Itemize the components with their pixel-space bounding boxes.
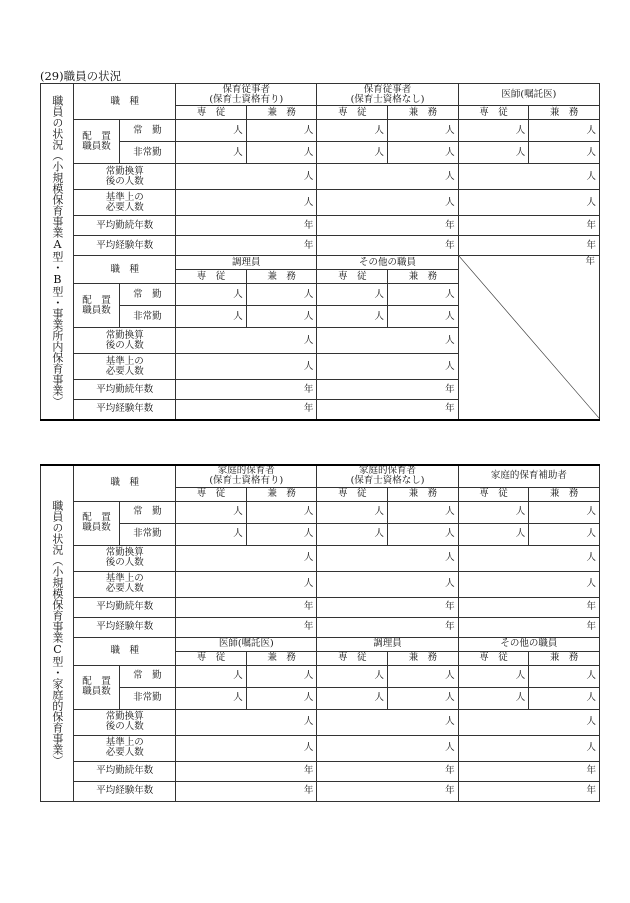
input-cell[interactable]: 年 [317, 216, 458, 236]
label-senju: 専 従 [317, 487, 388, 501]
label-keiken: 平均経験年数 [74, 236, 176, 256]
label-keiken: 平均経験年数 [74, 781, 176, 801]
input-cell[interactable]: 人 [317, 142, 388, 164]
input-cell[interactable]: 人 [458, 120, 529, 142]
input-cell[interactable]: 人 [458, 523, 529, 545]
input-cell[interactable]: 人 [246, 501, 317, 523]
input-cell[interactable]: 人 [529, 665, 600, 687]
label-haichi: 配 置 職員数 [74, 501, 119, 545]
input-cell[interactable]: 人 [388, 665, 459, 687]
input-cell[interactable]: 人 [388, 142, 459, 164]
input-cell[interactable]: 人 [317, 120, 388, 142]
input-cell[interactable]: 年 [176, 216, 317, 236]
input-cell[interactable]: 年 [176, 597, 317, 617]
label-hijokin: 非常勤 [119, 523, 176, 545]
category-header: 保育従事者 (保育士資格なし) [317, 84, 458, 106]
input-cell[interactable]: 人 [317, 501, 388, 523]
label-kenmu: 兼 務 [388, 270, 459, 284]
label-senju: 専 従 [458, 651, 529, 665]
label-shokushu: 職 種 [74, 256, 176, 284]
input-cell[interactable]: 年 [317, 617, 458, 637]
label-kinzoku: 平均勤続年数 [74, 761, 176, 781]
input-cell[interactable]: 人 [388, 284, 459, 306]
input-cell[interactable]: 年 [176, 236, 317, 256]
label-keiken: 平均経験年数 [74, 617, 176, 637]
input-cell[interactable]: 人 [388, 501, 459, 523]
input-cell[interactable]: 年 [317, 597, 458, 617]
label-senju: 専 従 [176, 651, 247, 665]
input-cell[interactable]: 人 [176, 571, 317, 597]
label-senju: 専 従 [317, 651, 388, 665]
input-cell[interactable]: 人 [176, 735, 317, 761]
input-cell[interactable]: 人 [176, 523, 247, 545]
input-cell[interactable]: 人 [176, 120, 247, 142]
input-cell[interactable]: 人 [246, 687, 317, 709]
input-cell[interactable]: 人 [176, 328, 317, 354]
label-kenmu: 兼 務 [246, 106, 317, 120]
input-cell[interactable]: 人 [246, 306, 317, 328]
label-kenmu: 兼 務 [246, 270, 317, 284]
label-kenmu: 兼 務 [529, 487, 600, 501]
unused-diagonal-cell [458, 256, 599, 420]
category-header: その他の職員 [317, 256, 458, 270]
label-jokin: 常 勤 [119, 665, 176, 687]
input-cell[interactable]: 年 [458, 216, 599, 236]
input-cell[interactable]: 年 [317, 236, 458, 256]
label-kansan: 常勤換算 後の人数 [74, 328, 176, 354]
label-kinzoku: 平均勤続年数 [74, 380, 176, 400]
label-shokushu: 職 種 [74, 465, 176, 501]
input-cell[interactable]: 人 [317, 284, 388, 306]
label-senju: 専 従 [176, 106, 247, 120]
category-header: 家庭的保育者 (保育士資格有り) [176, 465, 317, 487]
input-cell[interactable]: 年 [176, 761, 317, 781]
input-cell[interactable]: 人 [458, 164, 599, 190]
input-cell[interactable]: 人 [246, 142, 317, 164]
category-header: 家庭的保育補助者 [458, 465, 599, 487]
unit-label: 年 [585, 256, 595, 267]
input-cell[interactable]: 人 [458, 545, 599, 571]
input-cell[interactable]: 人 [458, 665, 529, 687]
input-cell[interactable]: 年 [317, 781, 458, 801]
input-cell[interactable]: 人 [458, 571, 599, 597]
label-keiken: 平均経験年数 [74, 400, 176, 420]
input-cell[interactable]: 人 [458, 735, 599, 761]
label-haichi: 配 置 職員数 [74, 665, 119, 709]
label-kenmu: 兼 務 [246, 487, 317, 501]
label-kinzoku: 平均勤続年数 [74, 597, 176, 617]
label-jokin: 常 勤 [119, 120, 176, 142]
input-cell[interactable]: 人 [176, 306, 247, 328]
input-cell[interactable]: 人 [458, 190, 599, 216]
label-kijun: 基準上の 必要人数 [74, 354, 176, 380]
input-cell[interactable]: 年 [176, 380, 317, 400]
input-cell[interactable]: 年 [176, 400, 317, 420]
section-heading: (29)職員の状況 [40, 69, 122, 83]
input-cell[interactable]: 人 [458, 501, 529, 523]
label-kenmu: 兼 務 [388, 106, 459, 120]
input-cell[interactable]: 人 [317, 571, 458, 597]
input-cell[interactable]: 年 [458, 236, 599, 256]
category-header: 医師(嘱託医) [458, 84, 599, 106]
input-cell[interactable]: 人 [176, 545, 317, 571]
label-senju: 専 従 [458, 487, 529, 501]
label-kijun: 基準上の 必要人数 [74, 735, 176, 761]
input-cell[interactable]: 人 [176, 142, 247, 164]
input-cell[interactable]: 人 [176, 190, 317, 216]
section-side-label: 職員の状況（小規模保育事業A型・B型・事業所内保育事業） [41, 84, 74, 420]
label-kijun: 基準上の 必要人数 [74, 571, 176, 597]
input-cell[interactable]: 人 [317, 190, 458, 216]
label-jokin: 常 勤 [119, 284, 176, 306]
input-cell[interactable]: 年 [176, 781, 317, 801]
label-haichi: 配 置 職員数 [74, 120, 119, 164]
label-hijokin: 非常勤 [119, 687, 176, 709]
input-cell[interactable]: 人 [317, 735, 458, 761]
label-kenmu: 兼 務 [388, 487, 459, 501]
input-cell[interactable]: 人 [176, 709, 317, 735]
input-cell[interactable]: 人 [317, 523, 388, 545]
label-kenmu: 兼 務 [246, 651, 317, 665]
input-cell[interactable]: 年 [458, 597, 599, 617]
input-cell[interactable]: 人 [176, 354, 317, 380]
label-senju: 専 従 [176, 487, 247, 501]
category-header: その他の職員 [458, 637, 599, 651]
label-kansan: 常勤換算 後の人数 [74, 545, 176, 571]
input-cell[interactable]: 人 [317, 709, 458, 735]
input-cell[interactable]: 人 [388, 120, 459, 142]
input-cell[interactable]: 人 [246, 665, 317, 687]
input-cell[interactable]: 年 [317, 761, 458, 781]
input-cell[interactable]: 人 [458, 687, 529, 709]
category-header: 保育従事者 (保育士資格有り) [176, 84, 317, 106]
staff-table-small-scale-c [40, 464, 600, 802]
input-cell[interactable]: 人 [458, 709, 599, 735]
input-cell[interactable]: 年 [176, 617, 317, 637]
input-cell[interactable]: 人 [317, 328, 458, 354]
label-kansan: 常勤換算 後の人数 [74, 164, 176, 190]
input-cell[interactable]: 人 [529, 142, 600, 164]
label-senju: 専 従 [317, 106, 388, 120]
staff-table-small-scale-ab [40, 83, 600, 421]
input-cell[interactable]: 人 [529, 687, 600, 709]
input-cell[interactable]: 人 [529, 501, 600, 523]
input-cell[interactable]: 年 [458, 761, 599, 781]
label-kenmu: 兼 務 [529, 106, 600, 120]
section-side-label: 職員の状況（小規模保育事業C型・家庭的保育事業） [41, 465, 74, 801]
input-cell[interactable]: 人 [176, 665, 247, 687]
input-cell[interactable]: 人 [176, 501, 247, 523]
input-cell[interactable]: 人 [246, 523, 317, 545]
input-cell[interactable]: 人 [317, 306, 388, 328]
category-header: 家庭的保育者 (保育士資格なし) [317, 465, 458, 487]
label-kijun: 基準上の 必要人数 [74, 190, 176, 216]
input-cell[interactable]: 人 [529, 523, 600, 545]
input-cell[interactable]: 人 [458, 142, 529, 164]
input-cell[interactable]: 人 [176, 164, 317, 190]
label-hijokin: 非常勤 [119, 306, 176, 328]
input-cell[interactable]: 人 [176, 687, 247, 709]
input-cell[interactable]: 年 [458, 617, 599, 637]
input-cell[interactable]: 人 [246, 284, 317, 306]
label-shokushu: 職 種 [74, 84, 176, 120]
input-cell[interactable]: 人 [529, 120, 600, 142]
label-kenmu: 兼 務 [529, 651, 600, 665]
input-cell[interactable]: 人 [246, 120, 317, 142]
label-kinzoku: 平均勤続年数 [74, 216, 176, 236]
category-header: 調理員 [317, 637, 458, 651]
input-cell[interactable]: 人 [388, 306, 459, 328]
input-cell[interactable]: 人 [317, 687, 388, 709]
label-hijokin: 非常勤 [119, 142, 176, 164]
input-cell[interactable]: 人 [317, 665, 388, 687]
input-cell[interactable]: 人 [317, 545, 458, 571]
label-senju: 専 従 [458, 106, 529, 120]
category-header: 調理員 [176, 256, 317, 270]
input-cell[interactable]: 人 [388, 523, 459, 545]
input-cell[interactable]: 人 [317, 164, 458, 190]
input-cell[interactable]: 年 [317, 400, 458, 420]
label-kansan: 常勤換算 後の人数 [74, 709, 176, 735]
input-cell[interactable]: 人 [317, 354, 458, 380]
category-header: 医師(嘱託医) [176, 637, 317, 651]
input-cell[interactable]: 年 [317, 380, 458, 400]
label-senju: 専 従 [176, 270, 247, 284]
label-kenmu: 兼 務 [388, 651, 459, 665]
input-cell[interactable]: 年 [458, 781, 599, 801]
input-cell[interactable]: 人 [176, 284, 247, 306]
label-haichi: 配 置 職員数 [74, 284, 119, 328]
label-senju: 専 従 [317, 270, 388, 284]
input-cell[interactable]: 人 [388, 687, 459, 709]
label-shokushu: 職 種 [74, 637, 176, 665]
label-jokin: 常 勤 [119, 501, 176, 523]
